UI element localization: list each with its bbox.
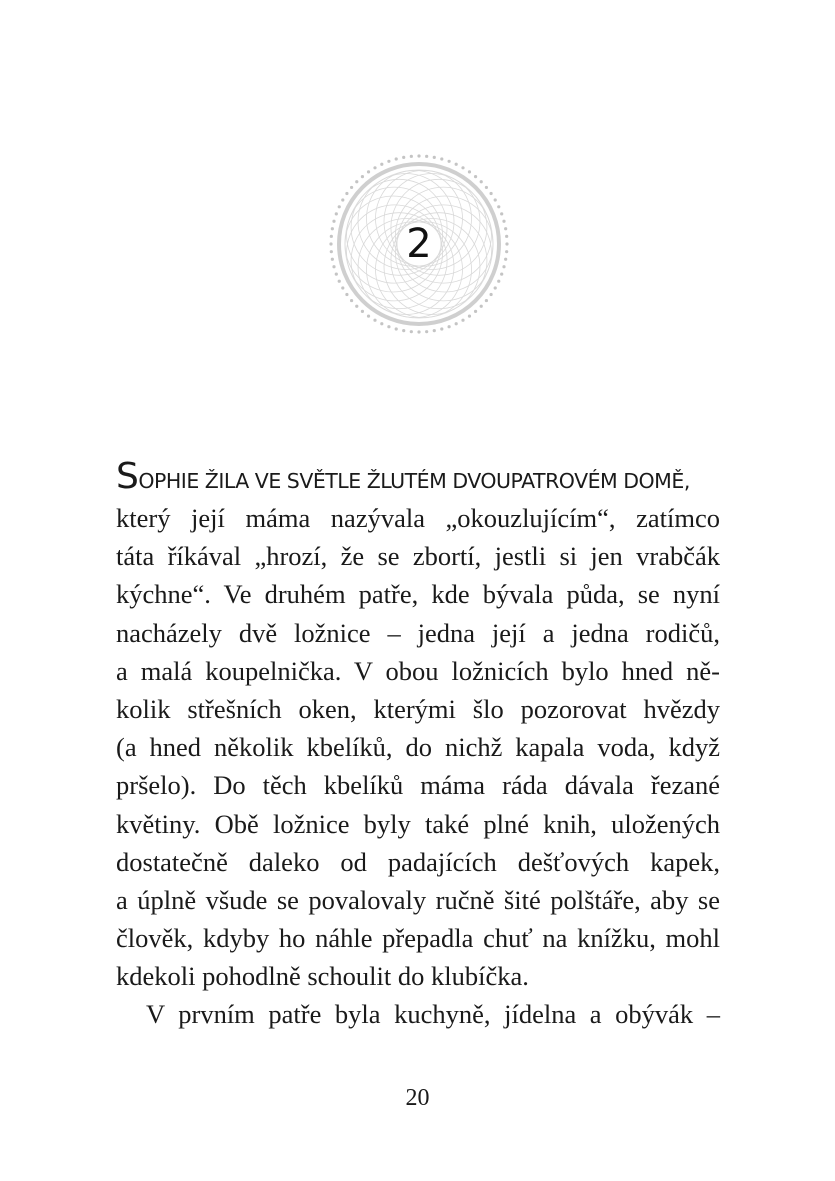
paragraph-1 (116, 499, 720, 995)
text-line: člověk, kdyby ho náhle přepadla chuť na knížku, mohl (116, 923, 720, 954)
drop-cap: S (116, 456, 139, 497)
text-line: který její máma nazývala „okouzlujícím“, zatímco (116, 503, 720, 533)
paragraph-2 (116, 995, 720, 1033)
text-line: kdekoli pohodlně schoulit do klubíčka. (116, 961, 529, 992)
text-line: (a hned několik kbelíků, do nichž kapala voda, když (116, 732, 720, 763)
text-line: pršelo). Do těch kbelíků máma ráda dávala řezané (116, 770, 720, 801)
text-line: kolik střešních oken, kterými šlo pozorovat hvězdy (116, 693, 720, 724)
opening-line (116, 455, 720, 499)
text-line: nacházely dvě ložnice – jedna její a jedna rodičů, (116, 617, 720, 648)
chapter-text (116, 455, 720, 1034)
text-line: V prvním patře byla kuchyně, jídelna a obývák – (146, 999, 720, 1030)
chapter-number: 2 (406, 221, 432, 267)
text-line: kýchne“. Ve druhém patře, kde bývala půda, se nyní (116, 579, 720, 610)
text-line: a úplně všude se povalovaly ručně šité polštáře, aby se (116, 884, 720, 915)
text-line: květiny. Obě ložnice byly také plné knih, uložených (116, 808, 720, 839)
text-line: dostatečně daleko od padajících dešťových kapek, (116, 846, 720, 877)
text-line: táta říkával „hrozí, že se zbortí, jestli si jen vrabčák (116, 541, 720, 572)
page-number: 20 (405, 1085, 430, 1111)
text-line: a malá koupelnička. V obou ložnicích bylo hned ně- (116, 655, 720, 686)
opening-small-caps: OPHIE ŽILA VE SVĚTLE ŽLUTÉM DVOUPATROVÉM DOMĚ, (138, 469, 690, 493)
